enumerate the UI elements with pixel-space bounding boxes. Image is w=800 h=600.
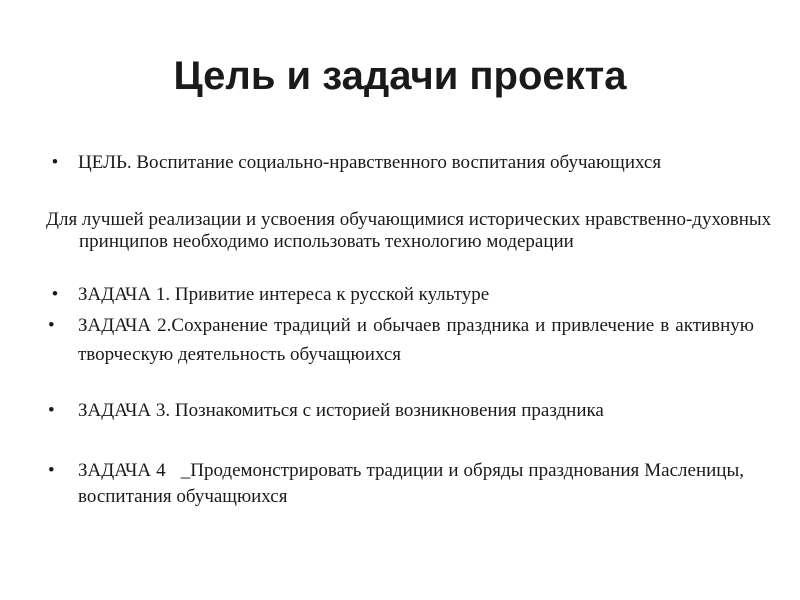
task-text-3: ЗАДАЧА 3. Познакомиться с историей возникновения праздника (78, 400, 604, 421)
note-paragraph (46, 209, 779, 253)
task-item-2 (48, 311, 754, 369)
bullet-icon: • (48, 315, 55, 336)
task-text-2: ЗАДАЧА 2.Сохранение традиций и обычаев праздника и привлечение в активную творческую деятельность обучащюихся (78, 315, 754, 365)
note-text: Для лучшей реализации и усвоения обучающимися исторических нравственно-духовных принципов необходимо использовать технологию модерации (46, 209, 772, 252)
goal-text: ЦЕЛЬ. Воспитание социально-нравственного воспитания обучающихся (78, 152, 662, 173)
task-item-3 (48, 398, 744, 424)
task-item-4 (48, 458, 749, 510)
bullet-icon: • (48, 400, 55, 421)
goal-item (51, 150, 698, 176)
bullet-icon: • (51, 284, 59, 305)
bullet-icon: • (48, 460, 55, 481)
slide-title: Цель и задачи проекта (173, 54, 627, 98)
task-text-4: ЗАДАЧА 4 _Продемонстрировать традиции и обряды празднования Масленицы, воспитания обучащюихся (78, 460, 749, 507)
task-item-1 (51, 282, 758, 308)
task-text-1: ЗАДАЧА 1. Привитие интереса к русской культуре (78, 284, 490, 305)
bullet-icon: • (51, 152, 59, 173)
